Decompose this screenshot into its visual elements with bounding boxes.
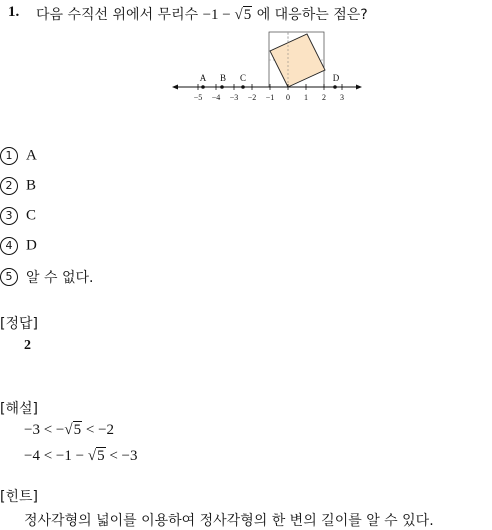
choice-marker: 3 bbox=[0, 207, 18, 225]
question-text-after: 에 대응하는 점은? bbox=[256, 7, 368, 23]
tick-label: −1 bbox=[265, 93, 275, 102]
choice-label: C bbox=[26, 207, 37, 224]
point-label-a: A bbox=[199, 73, 207, 83]
point-d bbox=[333, 85, 337, 89]
point-label-c: C bbox=[239, 73, 247, 83]
hint-heading: [힌트] bbox=[0, 489, 38, 505]
point-label-b: B bbox=[219, 73, 227, 83]
explanation-heading: [해설] bbox=[0, 401, 38, 417]
question-number: 1. bbox=[8, 4, 20, 20]
tick-label: 1 bbox=[304, 93, 308, 102]
tilted-square bbox=[270, 34, 325, 87]
tick-label: 3 bbox=[340, 93, 344, 102]
choice-label: A bbox=[26, 147, 37, 164]
tick-label: −5 bbox=[193, 93, 203, 102]
tick-label: 0 bbox=[286, 93, 290, 102]
question-text-before: 다음 수직선 위에서 무리수 bbox=[36, 7, 199, 23]
choice-label: D bbox=[26, 237, 37, 254]
axis-arrow-left bbox=[172, 85, 178, 90]
choice-1[interactable] bbox=[0, 147, 37, 165]
choice-marker: 4 bbox=[0, 237, 18, 255]
tick-label: −3 bbox=[229, 93, 239, 102]
choice-marker: 1 bbox=[0, 147, 18, 165]
choice-marker: 2 bbox=[0, 177, 18, 195]
point-c bbox=[241, 85, 245, 89]
question-math: −1 − √5 bbox=[202, 7, 252, 23]
hint-text: 정사각형의 넓이를 이용하여 정사각형의 한 변의 길이를 알 수 있다. bbox=[24, 513, 434, 529]
answer-heading: [정답] bbox=[0, 316, 38, 332]
tick-label: −2 bbox=[247, 93, 257, 102]
tick-label: 2 bbox=[322, 93, 326, 102]
number-line-figure bbox=[168, 30, 368, 106]
tick-label: −4 bbox=[211, 93, 221, 102]
choice-4[interactable] bbox=[0, 237, 37, 255]
point-label-d: D bbox=[332, 73, 340, 83]
choice-3[interactable] bbox=[0, 207, 36, 225]
axis-arrow-right bbox=[356, 85, 362, 90]
choice-5[interactable] bbox=[0, 267, 93, 287]
choice-2[interactable] bbox=[0, 177, 36, 195]
point-b bbox=[220, 85, 224, 89]
explanation-line-1: −3 < −√5 < −2 bbox=[24, 422, 115, 438]
question-text bbox=[36, 4, 368, 24]
answer-value: 2 bbox=[24, 338, 31, 353]
choice-marker: 5 bbox=[0, 268, 18, 286]
point-a bbox=[201, 85, 205, 89]
explanation-line-2: −4 < −1 − √5 < −3 bbox=[24, 448, 138, 464]
choice-label: 알 수 없다. bbox=[26, 270, 94, 286]
choice-label: B bbox=[26, 177, 37, 194]
